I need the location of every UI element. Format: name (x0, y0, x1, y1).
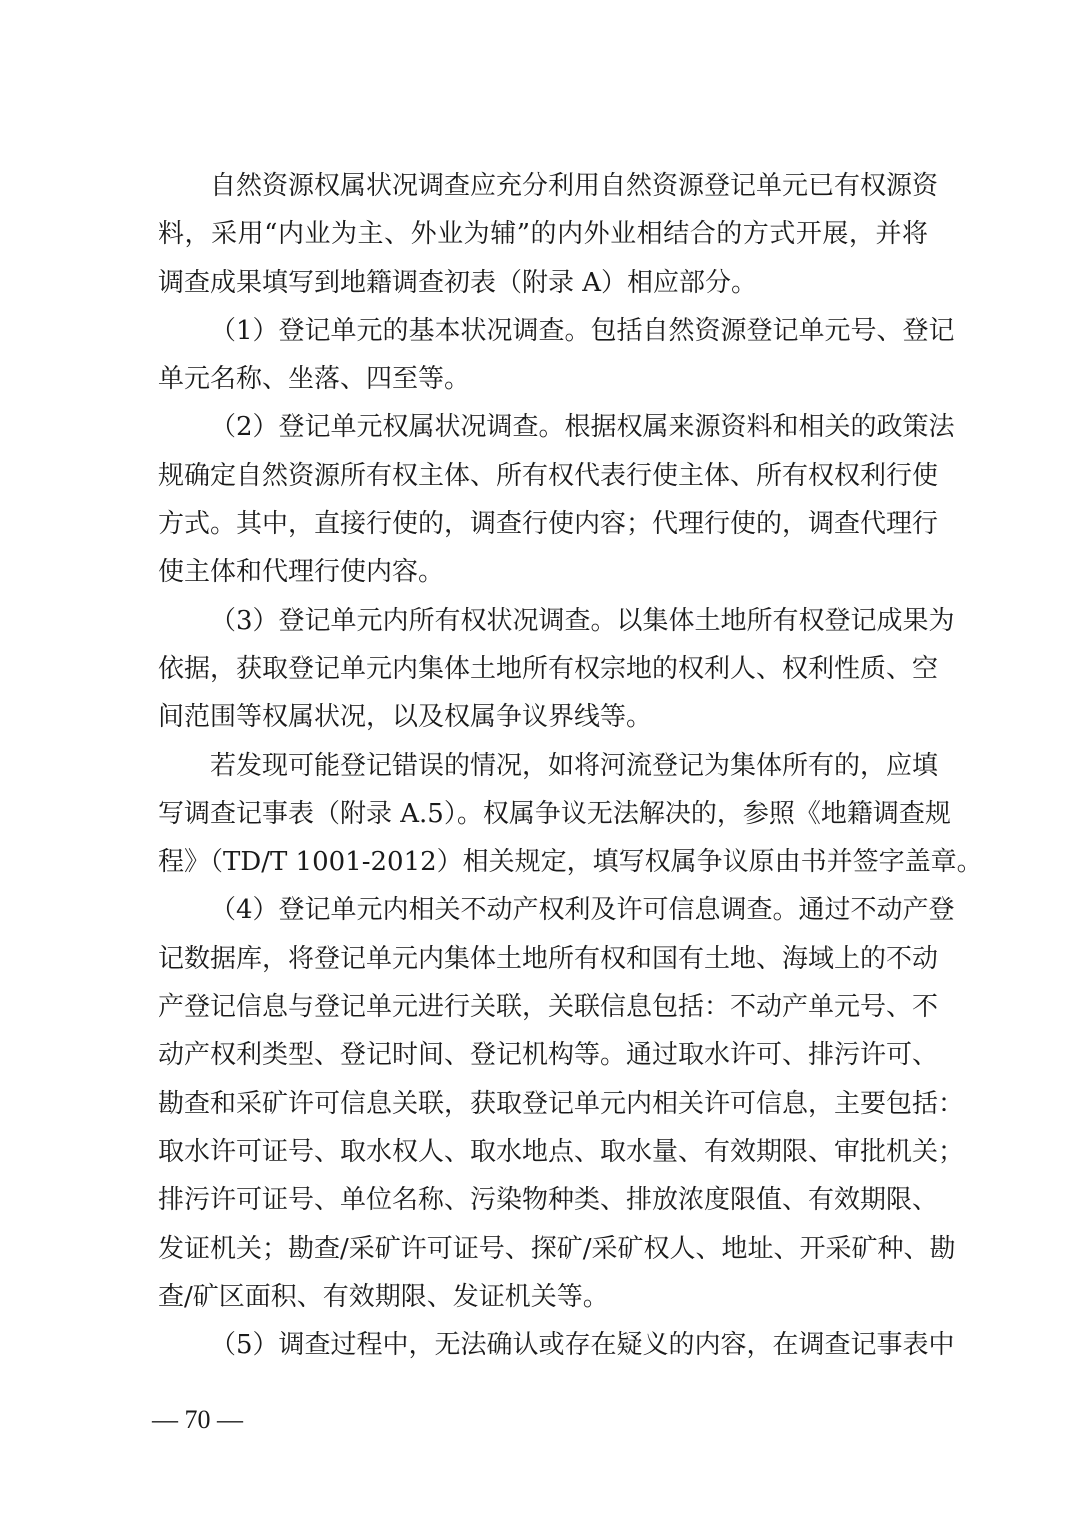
text-line: 自然资源权属状况调查应充分利用自然资源登记单元已有权源资 (210, 171, 939, 201)
text-line: 记数据库，将登记单元内集体土地所有权和国有土地、海域上的不动 (158, 943, 939, 974)
paragraph (158, 307, 955, 404)
text-line: 发证机关；勘查/采矿许可证号、探矿/采矿权人、地址、开采矿种、勘 (158, 1233, 956, 1264)
text-line: 调查成果填写到地籍调查初表（附录 A）相应部分。 (158, 267, 758, 298)
paragraph (158, 1321, 955, 1369)
paragraph (158, 742, 983, 887)
text-line: 动产权利类型、登记时间、登记机构等。通过取水许可、排污许可、 (158, 1040, 939, 1071)
text-line: （1）登记单元的基本状况调查。包括自然资源登记单元号、登记 (210, 315, 955, 346)
text-line: 若发现可能登记错误的情况，如将河流登记为集体所有的，应填 (210, 750, 939, 781)
text-line: 产登记信息与登记单元进行关联，关联信息包括：不动产单元号、不 (158, 992, 939, 1023)
paragraph (158, 403, 955, 596)
text-line: 规确定自然资源所有权主体、所有权代表行使主体、所有权权利行使 (158, 460, 939, 491)
text-line: （4）登记单元内相关不动产权利及许可信息调查。通过不动产登 (210, 895, 955, 926)
paragraph (158, 886, 965, 1321)
paragraph (158, 162, 939, 307)
page-number: — 70 — (152, 1405, 243, 1434)
text-line: 程》（TD/T 1001-2012）相关规定，填写权属争议原由书并签字盖章。 (158, 847, 983, 878)
paragraph (158, 597, 955, 742)
text-line: （3）登记单元内所有权状况调查。以集体土地所有权登记成果为 (210, 605, 955, 636)
body-text (158, 162, 983, 1369)
text-line: （2）登记单元权属状况调查。根据权属来源资料和相关的政策法 (210, 412, 955, 443)
text-line: 写调查记事表（附录 A.5）。权属争议无法解决的，参照《地籍调查规 (158, 798, 951, 829)
text-line: 排污许可证号、单位名称、污染物种类、排放浓度限值、有效期限、 (158, 1185, 939, 1216)
text-line: 使主体和代理行使内容。 (158, 557, 445, 588)
text-line: 依据，获取登记单元内集体土地所有权宗地的权利人、权利性质、空 (158, 653, 939, 684)
text-line: （5）调查过程中，无法确认或存在疑义的内容，在调查记事表中 (210, 1330, 955, 1361)
text-line: 料，采用“内业为主、外业为辅”的内外业相结合的方式开展，并将 (158, 219, 928, 250)
text-line: 间范围等权属状况，以及权属争议界线等。 (158, 702, 653, 733)
text-line: 单元名称、坐落、四至等。 (158, 364, 471, 395)
text-line: 取水许可证号、取水权人、取水地点、取水量、有效期限、审批机关； (158, 1136, 965, 1167)
text-line: 勘查和采矿许可信息关联，获取登记单元内相关许可信息，主要包括： (158, 1088, 965, 1119)
text-line: 查/矿区面积、有效期限、发证机关等。 (158, 1281, 609, 1312)
text-line: 方式。其中，直接行使的，调查行使内容；代理行使的，调查代理行 (158, 509, 939, 540)
